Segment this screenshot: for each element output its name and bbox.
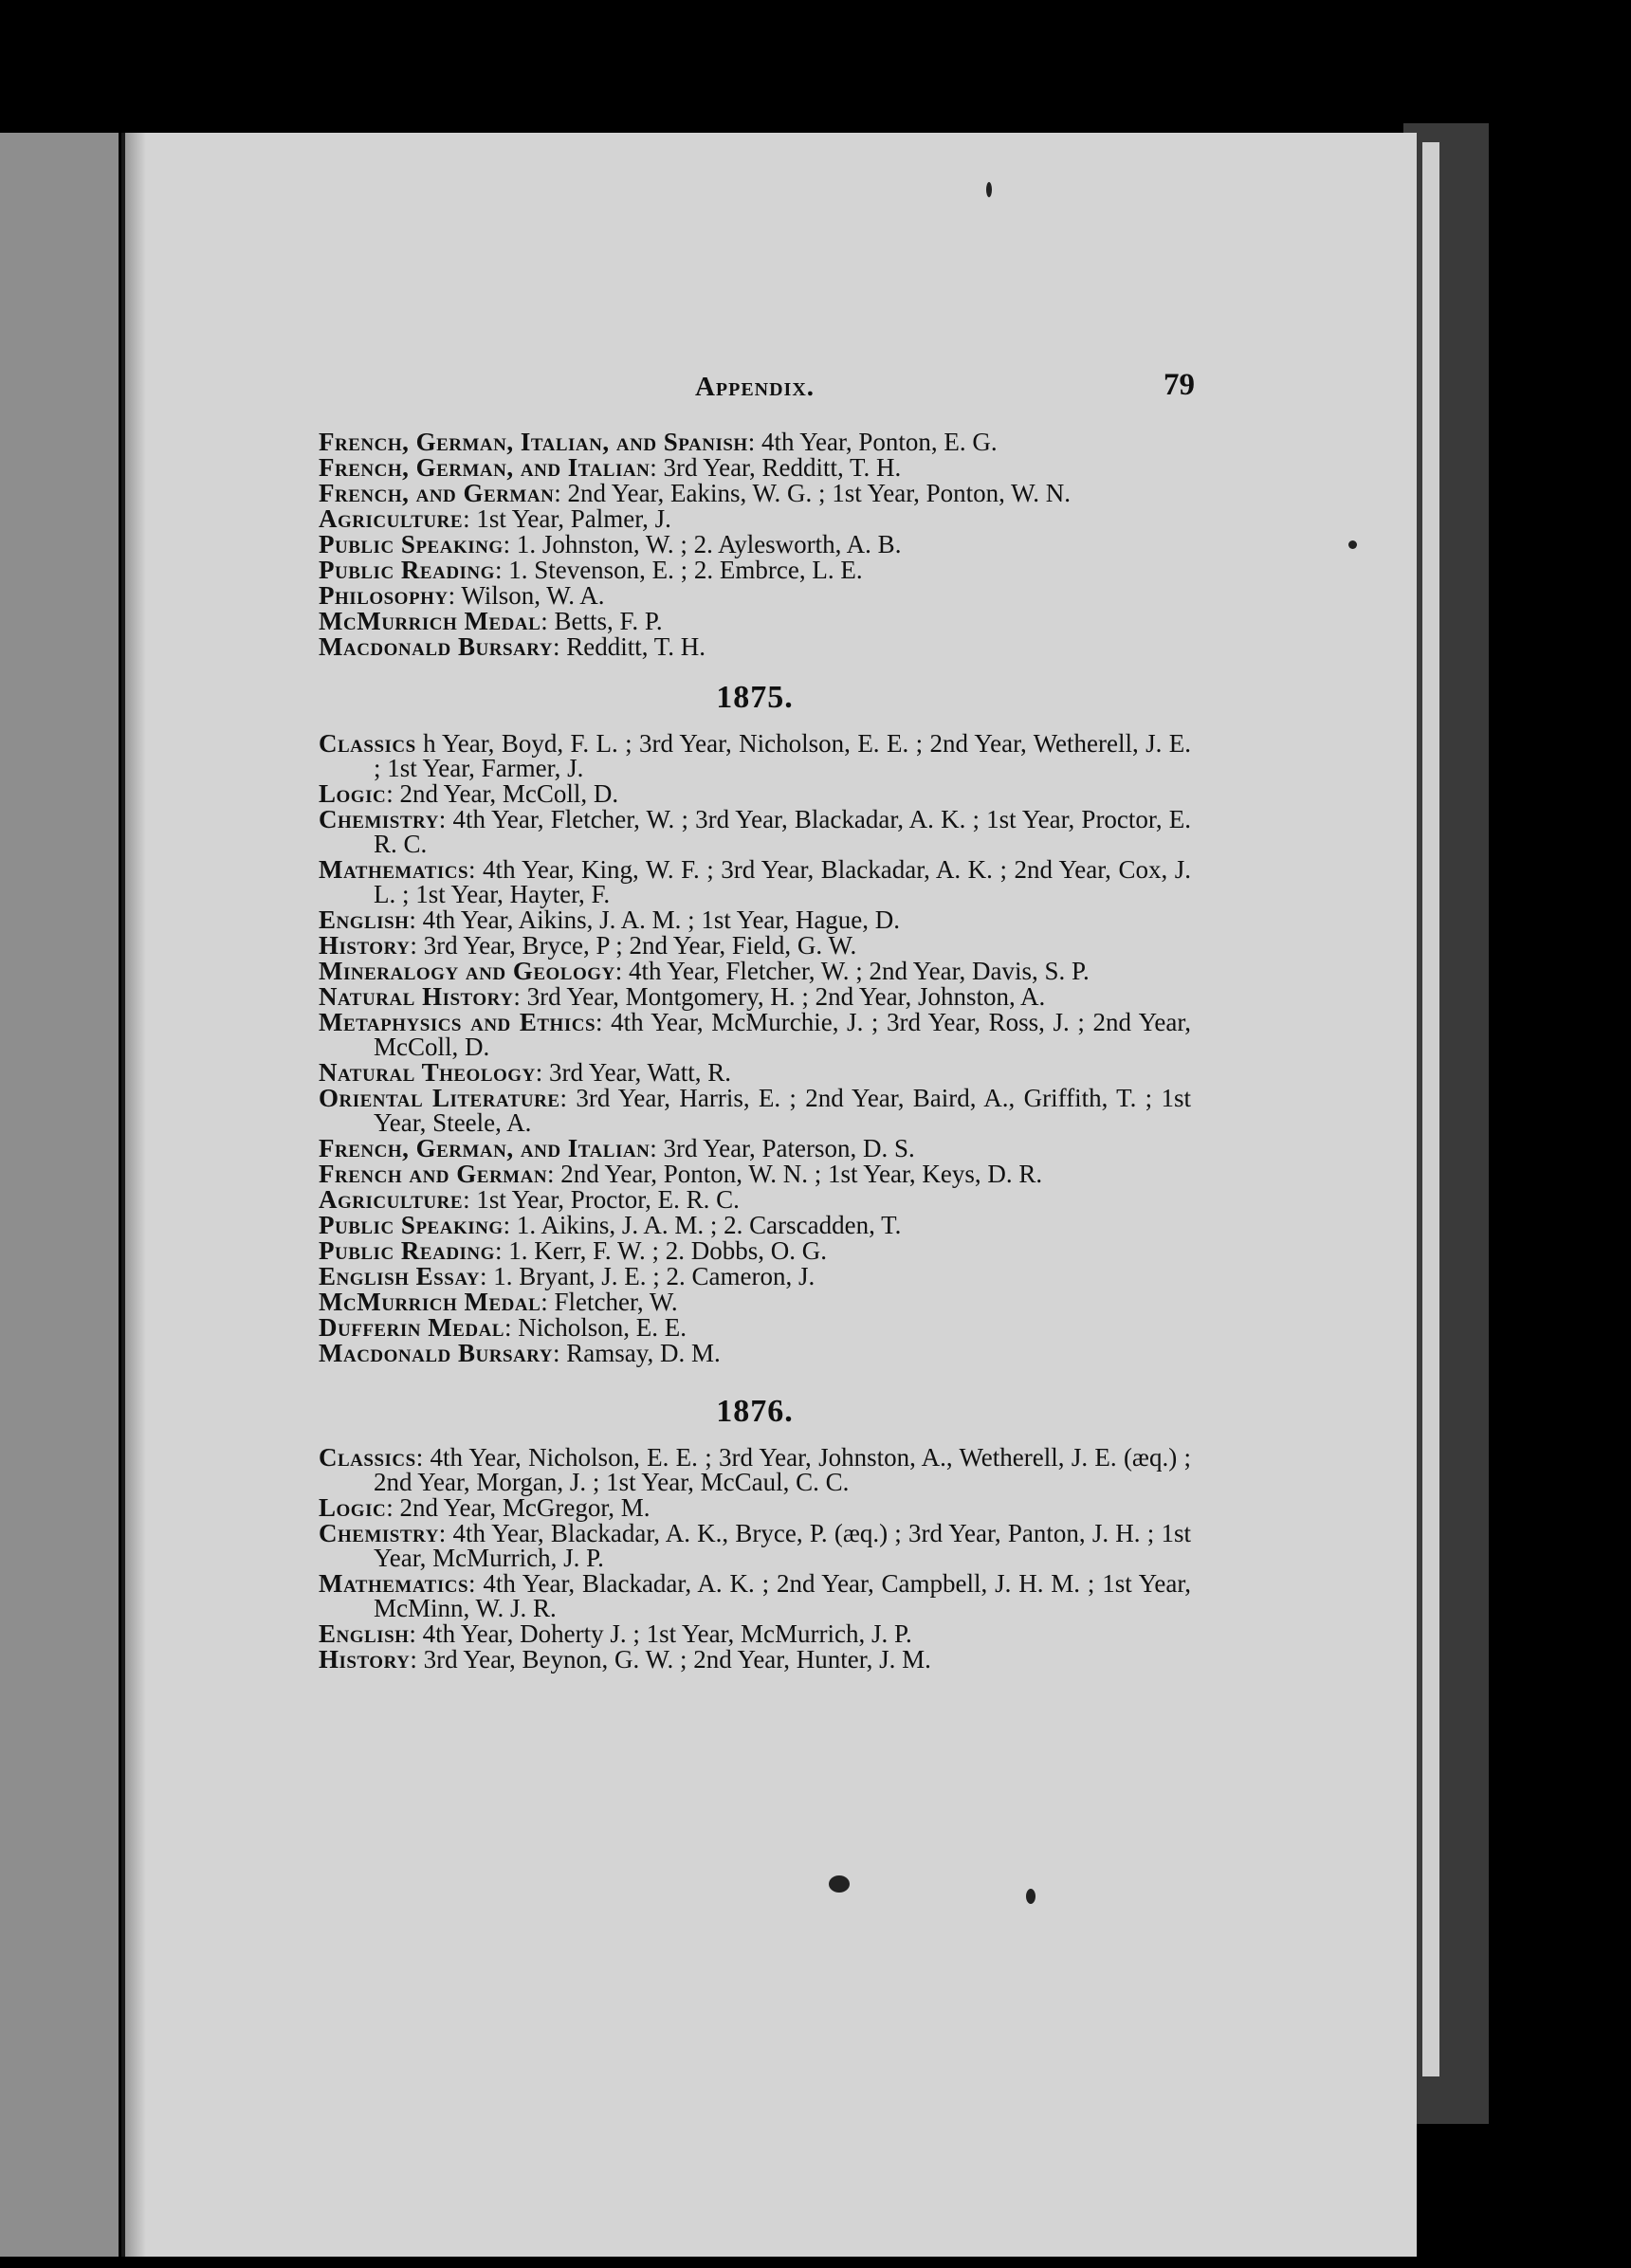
list-item [319,781,1191,806]
entry-subject: Public Speaking [319,1211,504,1239]
entry-text: : 3rd Year, Paterson, D. S. [650,1134,915,1162]
entry-subject: Oriental Literature [319,1084,560,1112]
entry-text: : Fletcher, W. [541,1288,678,1316]
entry-subject: McMurrich Medal [319,1288,541,1316]
entry-text: : 1. Kerr, F. W. ; 2. Dobbs, O. G. [494,1236,827,1265]
list-item [319,430,1191,454]
entry-subject: McMurrich Medal [319,607,541,635]
entry-text: : Betts, F. P. [541,607,663,635]
entry-text: : 4th Year, Fletcher, W. ; 3rd Year, Blackadar, A. K. ; 1st Year, Proctor, E. R. C. [374,805,1191,858]
entry-text: : 3rd Year, Redditt, T. H. [650,453,902,482]
entry-subject: Chemistry [319,805,439,833]
list-item [319,807,1191,856]
list-item [319,455,1191,480]
entry-subject: Agriculture [319,1185,464,1214]
page-content [319,368,1195,1674]
list-item [319,1161,1191,1186]
entry-text: : 1st Year, Proctor, E. R. C. [463,1185,740,1214]
gutter-shadow [125,133,146,2257]
ink-speck [1348,540,1357,549]
ink-speck [829,1875,850,1893]
entry-subject: English [319,1619,410,1648]
entry-subject: Mathematics [319,855,469,884]
list-item [319,1341,1191,1365]
year-heading-1875: 1875. [716,680,794,715]
entry-text: : 4th Year, Nicholson, E. E. ; 3rd Year, Johnston, A., Wetherell, J. E. (æq.) ; 2nd Year, Morgan, J. ; 1st Year, McCaul, C. C. [374,1443,1191,1496]
entry-text: : 4th Year, Aikins, J. A. M. ; 1st Year, Hague, D. [409,905,901,934]
entry-text: : 3rd Year, Harris, E. ; 2nd Year, Baird, A., Griffith, T. ; 1st Year, Steele, A. [374,1084,1191,1137]
section-1875 [319,731,1191,1365]
entry-subject: Logic [319,1493,387,1522]
list-item [319,609,1191,633]
entry-subject: Macdonald Bursary [319,1339,554,1367]
list-item [319,481,1191,505]
list-item [319,1445,1191,1494]
entry-subject: Public Reading [319,556,495,584]
entry-subject: Macdonald Bursary [319,632,554,661]
entry-subject: Classics [319,729,416,758]
entry-subject: Public Speaking [319,530,504,558]
entry-subject: Public Reading [319,1236,495,1265]
entry-subject: French and German [319,1160,548,1188]
running-head [319,368,1195,420]
list-item [319,1238,1191,1263]
entry-text: : 1st Year, Palmer, J. [463,504,671,533]
list-item [319,1571,1191,1620]
section-1876 [319,1445,1191,1672]
entry-text: : Ramsay, D. M. [553,1339,721,1367]
entry-text: : 1. Stevenson, E. ; 2. Embrce, L. E. [494,556,863,584]
entry-text: : 3rd Year, Montgomery, H. ; 2nd Year, Johnston, A. [513,982,1046,1011]
list-item [319,532,1191,557]
entry-subject: French, German, and Italian [319,453,651,482]
list-item [319,506,1191,531]
entry-text: : 4th Year, Blackadar, A. K., Bryce, P. (æq.) ; 3rd Year, Panton, J. H. ; 1st Year, McMurrich, J. P. [374,1519,1191,1572]
entry-text: : 4th Year, Ponton, E. G. [747,428,998,456]
entry-text: : 2nd Year, McGregor, M. [386,1493,651,1522]
entry-text: : 3rd Year, Bryce, P ; 2nd Year, Field, G. W. [410,931,857,960]
entry-text: : 1. Aikins, J. A. M. ; 2. Carscadden, T. [503,1211,902,1239]
list-item [319,907,1191,932]
entry-subject: History [319,931,411,960]
entry-subject: Agriculture [319,504,464,533]
entry-text: : 1. Bryant, J. E. ; 2. Cameron, J. [480,1262,816,1290]
entry-subject: Natural Theology [319,1058,536,1087]
entry-text: : 2nd Year, Ponton, W. N. ; 1st Year, Keys, D. R. [547,1160,1043,1188]
entry-text: : 4th Year, King, W. F. ; 3rd Year, Blackadar, A. K. ; 2nd Year, Cox, J. L. ; 1st Year, Hayter, F. [374,855,1191,908]
entry-subject: Mineralogy and Geology [319,957,615,985]
entry-text: : 4th Year, Blackadar, A. K. ; 2nd Year, Campbell, J. H. M. ; 1st Year, McMinn, W. J. R. [374,1569,1191,1622]
facing-page-margin [0,133,119,2257]
entry-subject: Logic [319,779,387,808]
entry-subject: English Essay [319,1262,481,1290]
entry-subject: Philosophy [319,581,449,610]
section-continued [319,430,1191,659]
list-item [319,731,1191,780]
entry-text: : 3rd Year, Watt, R. [535,1058,732,1087]
entry-subject: English [319,905,410,934]
list-item [319,558,1191,582]
entry-text: : 4th Year, Doherty J. ; 1st Year, McMurrich, J. P. [409,1619,912,1648]
list-item [319,1495,1191,1520]
entry-subject: Natural History [319,982,514,1011]
year-heading-1876: 1876. [716,1394,794,1429]
list-item [319,1060,1191,1085]
entry-subject: Mathematics [319,1569,469,1598]
entry-subject: French, German, Italian, and Spanish [319,428,748,456]
entry-text: h Year, Boyd, F. L. ; 3rd Year, Nicholson, E. E. ; 2nd Year, Wetherell, J. E. ; 1st Year, Farmer, J. [374,729,1191,782]
list-item [319,857,1191,906]
list-item [319,1264,1191,1289]
entry-subject: Classics [319,1443,416,1472]
list-item [319,1213,1191,1237]
page-edge-stack [1422,142,1439,2076]
entry-text: : Nicholson, E. E. [504,1313,687,1342]
entry-text: : 1. Johnston, W. ; 2. Aylesworth, A. B. [503,530,902,558]
entry-subject: French, and German [319,479,555,507]
running-head-title: Appendix. [694,372,816,402]
entry-text: : 4th Year, McMurchie, J. ; 3rd Year, Ross, J. ; 2nd Year, McColl, D. [374,1008,1191,1061]
list-item [319,1187,1191,1212]
entry-subject: Metaphysics and Ethics [319,1008,596,1036]
list-item [319,1315,1191,1340]
list-item [319,1086,1191,1135]
entry-subject: History [319,1645,411,1674]
list-item [319,1621,1191,1646]
entry-text: : 3rd Year, Beynon, G. W. ; 2nd Year, Hunter, J. M. [410,1645,931,1674]
list-item [319,933,1191,958]
ink-speck [1026,1889,1035,1904]
entry-text: : Wilson, W. A. [448,581,605,610]
ink-speck [986,182,992,197]
entry-subject: Chemistry [319,1519,439,1547]
list-item [319,583,1191,608]
list-item [319,634,1191,659]
entry-text: : 2nd Year, McColl, D. [386,779,619,808]
list-item [319,1136,1191,1161]
entry-text: : Redditt, T. H. [553,632,706,661]
entry-subject: Dufferin Medal [319,1313,504,1342]
list-item [319,1010,1191,1059]
list-item [319,1521,1191,1570]
entry-subject: French, German, and Italian [319,1134,651,1162]
list-item [319,959,1191,983]
list-item [319,984,1191,1009]
list-item [319,1289,1191,1314]
page-number: 79 [1164,368,1195,402]
list-item [319,1647,1191,1672]
entry-text: : 4th Year, Fletcher, W. ; 2nd Year, Davis, S. P. [614,957,1090,985]
entry-text: : 2nd Year, Eakins, W. G. ; 1st Year, Ponton, W. N. [554,479,1071,507]
